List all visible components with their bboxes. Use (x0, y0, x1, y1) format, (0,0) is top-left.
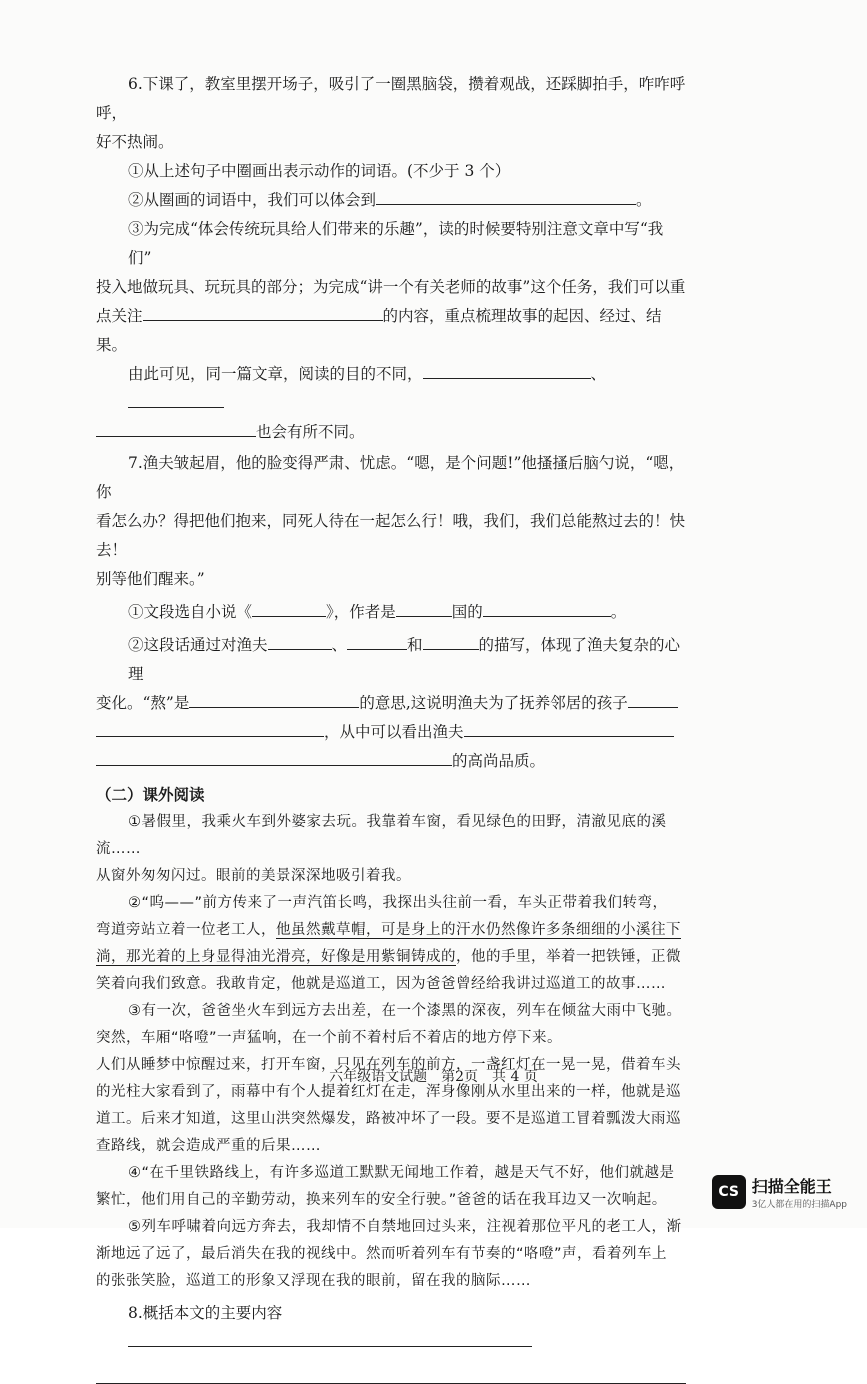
q6-sub4: 由此可见，同一篇文章，阅读的目的不同， 、 (96, 360, 686, 418)
answer-blank[interactable] (483, 598, 611, 617)
answer-blank[interactable] (189, 689, 359, 708)
q7-sub3-cont2: 的高尚品质。 (96, 747, 686, 776)
q8: 8.概括本文的主要内容 (96, 1299, 686, 1357)
paragraph-4-cont: 繁忙，他们用自己的辛勤劳动，换来列车的安全行驶。”爸爸的话在我耳边又一次响起。 (96, 1192, 667, 1208)
paragraph-4: ④“在千里铁路线上，有许多巡道工默默无闻地工作着，越是天气不好，他们就越是 (128, 1165, 675, 1181)
answer-blank[interactable] (396, 598, 452, 617)
page-footer: 六年级语文试题 第2页 共 4 页 (329, 1069, 538, 1085)
answer-blank[interactable] (252, 598, 326, 617)
brand-tagline: 3亿人都在用的扫描App (751, 1200, 847, 1210)
q6-sub1: ①从上述句子中圈画出表示动作的词语。(不少于 3 个） (128, 162, 511, 180)
underlined-sentence: 淌，那光着的上身显得油光滑亮，好像是用紫铜铸成的 (96, 949, 456, 965)
q6-sub3: ③为完成“体会传统玩具给人们带来的乐趣”，读的时候要特别注意文章中写“我们” (128, 220, 664, 267)
answer-blank[interactable] (128, 389, 224, 408)
answer-blank[interactable] (96, 718, 324, 737)
paragraph-3: ③有一次，爸爸坐火车到远方去出差，在一个漆黑的深夜，列车在倾盆大雨中飞驰。 (128, 1003, 682, 1019)
q7-stem: 7.渔夫皱起眉，他的脸变得严肃、忧虑。“嗯，是个问题!”他搔搔后脑勺说，“嗯，你 (96, 454, 685, 501)
brand-name: 扫描全能王 (751, 1177, 832, 1196)
q7-sub2: ②这段话通过对渔夫 、 和 的描写，体现了渔夫复杂的心理 (96, 631, 686, 689)
scanner-watermark (712, 1174, 847, 1210)
q7-sub3: 变化。“熬”是 的意思,这说明渔夫为了抚养邻居的孩子 (96, 689, 686, 718)
paragraph-5-cont: 渐地远了远了，最后消失在我的视线中。然而听着列车有节奏的“咯噔”声，看着列车上 (96, 1246, 668, 1262)
page-content (96, 70, 686, 1384)
answer-blank[interactable] (96, 747, 452, 766)
paragraph-2: ②“呜——”前方传来了一声汽笛长鸣，我探出头往前一看，车头正带着我们转弯， (128, 895, 668, 911)
answer-blank[interactable] (96, 418, 256, 437)
answer-blank[interactable] (376, 186, 636, 205)
paragraph-5-cont2: 的张张笑脸，巡道工的形象又浮现在我的眼前，留在我的脑际…… (96, 1273, 531, 1289)
q7-sub1: ①文段选自小说《 》，作者是 国的 。 (96, 598, 686, 627)
q7-stem-cont: 看怎么办？得把他们抱来，同死人待在一起怎么行！哦，我们，我们总能熬过去的！快去！ (96, 512, 686, 559)
q7-stem-cont2: 别等他们醒来。” (96, 570, 205, 588)
paragraph-3-cont: 突然，车厢“咯噔”一声猛响，在一个前不着村后不着店的地方停下来。 (96, 1030, 563, 1046)
answer-blank[interactable] (423, 631, 479, 650)
paragraph-2-cont3: 笑着向我们致意。我敢肯定，他就是巡道工，因为爸爸曾经给我讲过巡道工的故事…… (96, 976, 666, 992)
q6-stem: 6.下课了，教室里摆开场子，吸引了一圈黑脑袋，攒着观战，还踩脚拍手，咋咋呼呼， (96, 75, 686, 122)
answer-blank[interactable] (423, 360, 591, 379)
cs-logo-icon: CS (712, 1175, 746, 1209)
paragraph-3-cont3: 的光柱大家看到了，雨幕中有个人提着红灯在走，浑身像刚从水里出来的一样，他就是巡 (96, 1084, 681, 1100)
answer-blank[interactable] (128, 1328, 532, 1347)
paragraph-3-cont2: 人们从睡梦中惊醒过来，打开车窗，只见在列车的前方，一盏红灯在一晃一晃，借着车头 (96, 1057, 681, 1073)
paragraph-2-cont: 弯道旁站立着一位老工人，他虽然戴草帽，可是身上的汗水仍然像许多条细细的小溪往下 (96, 922, 681, 938)
q6-sub3-cont: 投入地做玩具、玩玩具的部分；为完成“讲一个有关老师的故事”这个任务，我们可以重 (96, 278, 686, 296)
q6-sub2: ②从圈画的词语中，我们可以体会到 。 (96, 186, 686, 215)
paragraph-1: ①暑假里，我乘火车到外婆家去玩。我靠着车窗，看见绿色的田野，清澈见底的溪流…… (96, 814, 667, 857)
q6-sub4-cont: 也会有所不同。 (96, 418, 686, 447)
paragraph-3-cont5: 查路线，就会造成严重的后果…… (96, 1138, 321, 1154)
q6-sub3-cont2: 点关注 的内容，重点梳理故事的起因、经过、结果。 (96, 302, 686, 360)
answer-blank[interactable] (464, 718, 674, 737)
answer-line[interactable] (96, 1359, 686, 1384)
paragraph-3-cont4: 道工。后来才知道，这里山洪突然爆发，路被冲坏了一段。要不是巡道工冒着瓢泼大雨巡 (96, 1111, 681, 1127)
reading-passage (96, 809, 686, 1295)
paragraph-2-cont2: 淌，那光着的上身显得油光滑亮，好像是用紫铜铸成的，他的手里，举着一把铁锤，正微 (96, 949, 681, 965)
answer-blank[interactable] (268, 631, 332, 650)
underlined-sentence: 他虽然戴草帽，可是身上的汗水仍然像许多条细细的小溪往下 (276, 922, 681, 938)
q6-stem-cont: 好不热闹。 (96, 133, 174, 151)
paragraph-5: ⑤列车呼啸着向远方奔去，我却情不自禁地回过头来，注视着那位平凡的老工人，渐 (128, 1219, 682, 1235)
answer-blank[interactable] (143, 302, 383, 321)
q7-sub3-cont: ，从中可以看出渔夫 (96, 718, 686, 747)
paragraph-1-cont: 从窗外匆匆闪过。眼前的美景深深地吸引着我。 (96, 868, 411, 884)
section-heading: （二）课外阅读 (96, 785, 205, 804)
answer-blank[interactable] (628, 689, 678, 708)
answer-blank[interactable] (347, 631, 407, 650)
